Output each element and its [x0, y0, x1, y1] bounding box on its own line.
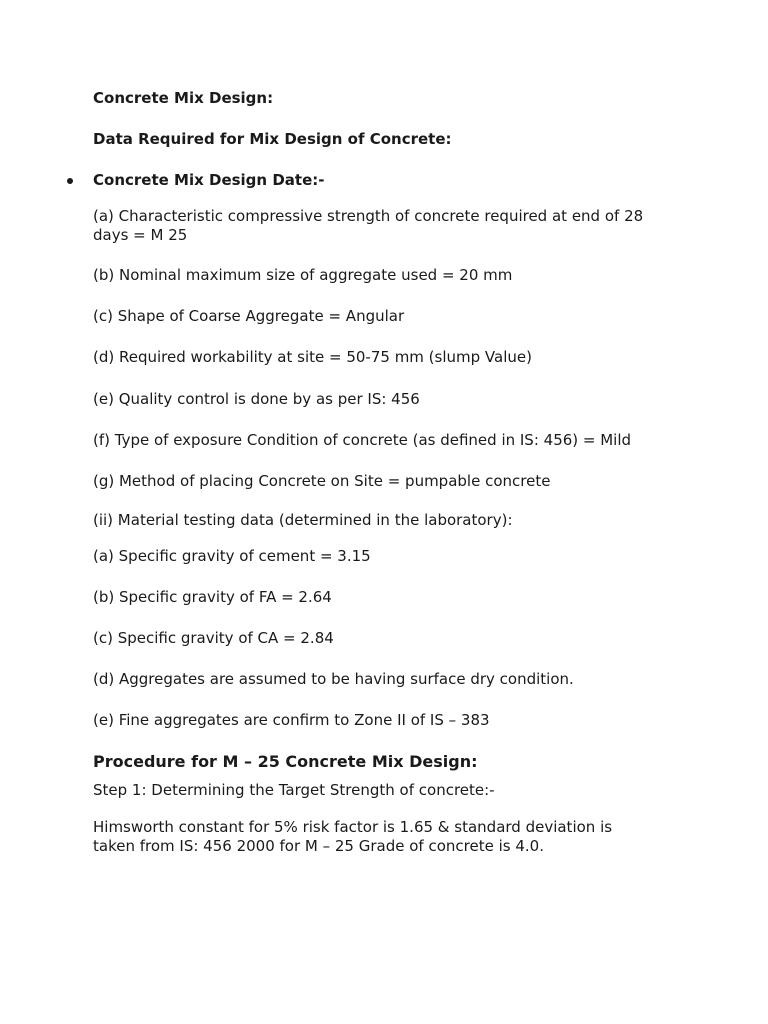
bullet-heading: Concrete Mix Design Date:-: [93, 171, 325, 189]
bullet-dot-icon: [67, 178, 73, 184]
procedure-heading: Procedure for M – 25 Concrete Mix Design:: [93, 752, 478, 771]
material-item-e: (e) Fine aggregates are confirm to Zone II of IS – 383: [93, 711, 490, 729]
design-item-e: (e) Quality control is done by as per IS: 456: [93, 390, 420, 408]
design-item-d: (d) Required workability at site = 50-75 mm (slump Value): [93, 348, 532, 366]
step1-text: Himsworth constant for 5% risk factor is 1.65 & standard deviation is taken from IS: 456 2000 for M – 25 Grade of concrete is 4.0.: [93, 818, 613, 855]
material-item-c: (c) Specific gravity of CA = 2.84: [93, 629, 334, 647]
design-item-c: (c) Shape of Coarse Aggregate = Angular: [93, 307, 405, 325]
document-title: Concrete Mix Design:: [93, 89, 274, 107]
design-item-f: (f) Type of exposure Condition of concrete (as defined in IS: 456) = Mild: [93, 431, 632, 449]
design-item-g: (g) Method of placing Concrete on Site = pumpable concrete: [93, 472, 551, 490]
material-item-a: (a) Specific gravity of cement = 3.15: [93, 547, 371, 565]
step1-heading: Step 1: Determining the Target Strength of concrete:-: [93, 781, 495, 799]
document-subtitle: Data Required for Mix Design of Concrete:: [93, 130, 452, 148]
design-item-a: (a) Characteristic compressive strength of concrete required at end of 28 days = M 25: [93, 207, 644, 244]
material-heading: (ii) Material testing data (determined in the laboratory):: [93, 511, 513, 529]
material-item-b: (b) Specific gravity of FA = 2.64: [93, 588, 332, 606]
design-item-b: (b) Nominal maximum size of aggregate used = 20 mm: [93, 266, 513, 284]
material-item-d: (d) Aggregates are assumed to be having surface dry condition.: [93, 670, 574, 688]
